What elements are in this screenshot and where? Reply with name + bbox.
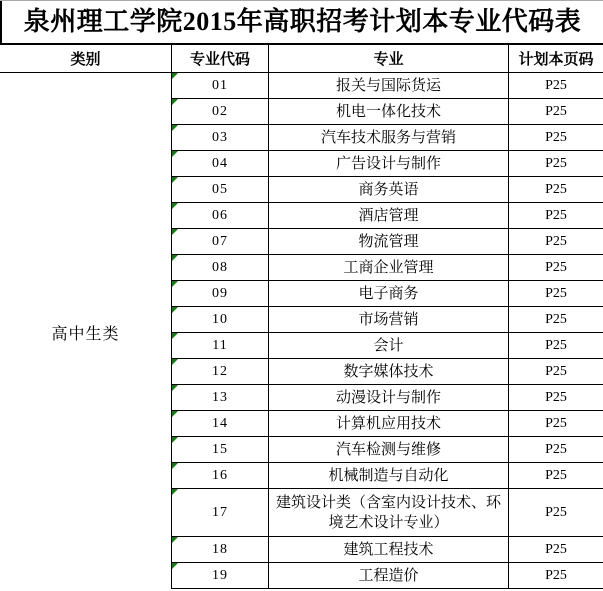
plan-page-cell: P25 (545, 77, 567, 93)
plan-page-cell: P25 (545, 311, 567, 327)
major-name-value: 建筑工程技术 (343, 541, 434, 558)
cell-corner-flag-icon (172, 255, 178, 261)
table-row (171, 411, 603, 437)
plan-page-cell: P25 (545, 259, 567, 275)
major-name-value: 机电一体化技术 (335, 103, 441, 120)
major-name-cell (269, 437, 509, 462)
cell-corner-flag-icon (172, 563, 178, 569)
major-name-cell (269, 255, 509, 280)
major-code-cell (171, 177, 269, 202)
major-name-value: 工商企业管理 (343, 259, 434, 276)
cell-corner-flag-icon (172, 229, 178, 235)
cell-corner-flag-icon (172, 151, 178, 157)
major-name-value: 汽车检测与维修 (335, 441, 441, 458)
major-code-value: 18 (212, 541, 228, 557)
page-title: 泉州理工学院2015年高职招考计划本专业代码表 (0, 1, 603, 45)
major-name-value: 物流管理 (358, 233, 419, 250)
cell-corner-flag-icon (172, 385, 178, 391)
major-name-cell (269, 385, 509, 410)
major-code-value: 17 (212, 504, 228, 520)
major-name-cell (269, 73, 509, 98)
table-row (171, 333, 603, 359)
major-code-cell (171, 307, 269, 332)
header-major: 专业 (269, 45, 509, 72)
major-name-value: 酒店管理 (358, 207, 419, 224)
major-code-cell (171, 73, 269, 98)
table-row (171, 385, 603, 411)
major-name-value: 计算机应用技术 (335, 415, 441, 432)
major-code-cell (171, 333, 269, 358)
major-name-value: 建筑设计类（含室内设计技术、环境艺术设计专业） (275, 494, 501, 531)
cell-corner-flag-icon (172, 177, 178, 183)
major-code-cell (171, 229, 269, 254)
major-code-cell (171, 437, 269, 462)
cell-corner-flag-icon (172, 203, 178, 209)
major-code-value: 19 (212, 567, 228, 583)
table-row (171, 359, 603, 385)
major-code-value: 04 (212, 155, 228, 171)
cell-corner-flag-icon (172, 333, 178, 339)
major-name-cell (269, 333, 509, 358)
major-code-value: 15 (212, 441, 228, 457)
major-name-cell (269, 151, 509, 176)
plan-page-cell: P25 (545, 415, 567, 431)
major-code-value: 13 (212, 389, 228, 405)
major-code-cell (171, 99, 269, 124)
major-name-cell (269, 99, 509, 124)
major-code-value: 09 (212, 285, 228, 301)
table-row (171, 151, 603, 177)
major-code-cell (171, 281, 269, 306)
major-name-cell (269, 463, 509, 488)
major-name-value: 电子商务 (358, 285, 419, 302)
plan-page-cell: P25 (545, 441, 567, 457)
cell-corner-flag-icon (172, 125, 178, 131)
major-code-cell (171, 151, 269, 176)
major-name-value: 数字媒体技术 (343, 363, 434, 380)
major-code-value: 08 (212, 259, 228, 275)
plan-page-cell: P25 (545, 285, 567, 301)
table-body (0, 73, 603, 589)
plan-page-cell: P25 (545, 155, 567, 171)
header-plan-page: 计划本页码 (518, 52, 594, 68)
cell-corner-flag-icon (172, 463, 178, 469)
major-code-value: 07 (212, 233, 228, 249)
major-name-cell (269, 229, 509, 254)
header-major-code: 专业代码 (171, 45, 269, 72)
plan-page-cell: P25 (545, 541, 567, 557)
plan-page-cell: P25 (545, 129, 567, 145)
plan-page-cell: P25 (545, 467, 567, 483)
major-code-value: 12 (212, 363, 228, 379)
table-header-row (0, 45, 603, 73)
major-name-cell (269, 411, 509, 436)
major-code-cell (171, 203, 269, 228)
plan-page-cell: P25 (545, 389, 567, 405)
major-code-cell (171, 359, 269, 384)
cell-corner-flag-icon (172, 73, 178, 79)
major-name-value: 机械制造与自动化 (328, 467, 449, 484)
major-name-value: 会计 (373, 337, 404, 354)
major-code-value: 05 (212, 181, 228, 197)
table-row (171, 463, 603, 489)
major-name-cell (269, 537, 509, 562)
table-row (171, 73, 603, 99)
table-rows (171, 73, 603, 589)
major-code-cell (171, 563, 269, 588)
plan-page-cell: P25 (545, 207, 567, 223)
table-row (171, 99, 603, 125)
table-row (171, 229, 603, 255)
major-code-cell (171, 125, 269, 150)
plan-page-cell: P25 (545, 233, 567, 249)
table-row (171, 255, 603, 281)
table-row (171, 537, 603, 563)
cell-corner-flag-icon (172, 489, 178, 495)
table-row (171, 307, 603, 333)
major-code-value: 06 (212, 207, 228, 223)
major-code-value: 10 (212, 311, 228, 327)
major-code-cell (171, 537, 269, 562)
major-name-cell (269, 359, 509, 384)
cell-corner-flag-icon (172, 99, 178, 105)
category-merged-cell: 高中生类 (51, 326, 120, 343)
major-name-value: 商务英语 (358, 181, 419, 198)
table-row (171, 437, 603, 463)
major-name-value: 动漫设计与制作 (335, 389, 441, 406)
major-code-value: 03 (212, 129, 228, 145)
major-name-value: 广告设计与制作 (335, 155, 441, 172)
major-code-cell (171, 411, 269, 436)
major-name-value: 工程造价 (358, 567, 419, 584)
major-code-value: 16 (212, 467, 228, 483)
major-code-cell (171, 255, 269, 280)
table-row (171, 281, 603, 307)
plan-page-cell: P25 (545, 567, 567, 583)
major-code-value: 01 (212, 77, 228, 93)
plan-page-cell: P25 (545, 181, 567, 197)
plan-page-cell: P25 (545, 504, 567, 520)
table-row (171, 125, 603, 151)
table-row (171, 563, 603, 589)
major-name-value: 市场营销 (358, 311, 419, 328)
plan-page-cell: P25 (545, 103, 567, 119)
cell-corner-flag-icon (172, 437, 178, 443)
plan-page-cell: P25 (545, 337, 567, 353)
cell-corner-flag-icon (172, 281, 178, 287)
major-name-cell (269, 307, 509, 332)
major-code-value: 14 (212, 415, 228, 431)
table-row (171, 203, 603, 229)
major-code-cell (171, 463, 269, 488)
major-name-cell (269, 125, 509, 150)
major-name-cell (269, 563, 509, 588)
major-code-value: 11 (212, 337, 228, 353)
major-name-cell (269, 489, 509, 536)
header-category: 类别 (70, 52, 101, 68)
major-name-cell (269, 177, 509, 202)
major-code-value: 02 (212, 103, 228, 119)
major-name-value: 报关与国际货运 (335, 77, 441, 94)
table-row (171, 177, 603, 203)
table-row (171, 489, 603, 537)
major-name-value: 汽车技术服务与营销 (320, 129, 456, 146)
cell-corner-flag-icon (172, 359, 178, 365)
cell-corner-flag-icon (172, 307, 178, 313)
plan-page-cell: P25 (545, 363, 567, 379)
major-name-cell (269, 203, 509, 228)
cell-corner-flag-icon (172, 537, 178, 543)
cell-corner-flag-icon (172, 411, 178, 417)
major-code-cell (171, 489, 269, 536)
major-code-cell (171, 385, 269, 410)
major-name-cell (269, 281, 509, 306)
